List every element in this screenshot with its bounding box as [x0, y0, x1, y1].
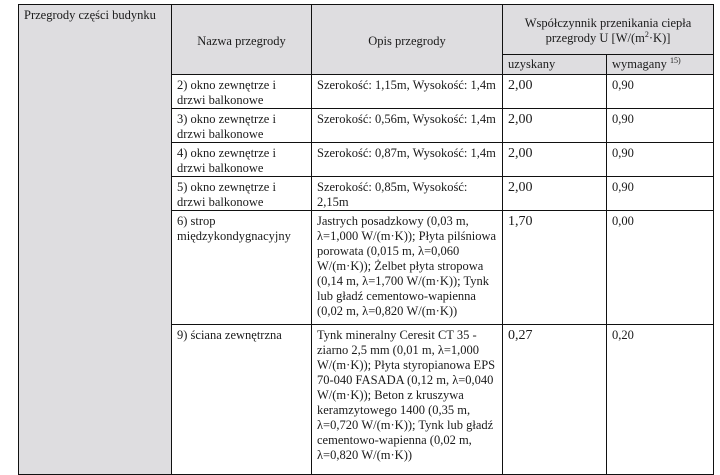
row-description: Szerokość: 0,85m, Wysokość: 2,15m [312, 177, 503, 211]
row-description: Szerokość: 1,15m, Wysokość: 1,4m [312, 75, 503, 109]
header-coefficient [503, 5, 714, 55]
row-name: 6) strop międzykondygnacyjny [172, 211, 312, 325]
row-name: 3) okno zewnętrze i drzwi balkonowe [172, 109, 312, 143]
row-description: Jastrych posadzkowy (0,03 m, λ=1,000 W/(m·K)); Płyta pilśniowa porowata (0,015 m, λ=0,060 W/(m·K)); Żelbet płyta stropowa (0,14 m, λ=1,700 W/(m·K)); Tynk lub gładź cementowo-wapienna (0,02 m, λ=0,820 W/(m·K)) [312, 211, 503, 325]
header-required: wymagany $^{15)}$ [607, 55, 714, 75]
row-name: 2) okno zewnętrze i drzwi balkonowe [172, 75, 312, 109]
section-label: Przegrody części budynku [24, 8, 156, 22]
row-obtained: 2,00 [503, 109, 607, 143]
row-obtained: 1,70 [503, 211, 607, 325]
partition-table [18, 4, 714, 475]
row-description: Szerokość: 0,56m, Wysokość: 1,4m [312, 109, 503, 143]
row-obtained: 0,27 [503, 325, 607, 475]
row-required: 0,90 [607, 109, 714, 143]
header-name: Nazwa przegrody [172, 5, 312, 75]
row-required: 0,90 [607, 177, 714, 211]
header-coefficient-line2: przegrody U $[W/(m^2\cdot K)]$ [545, 29, 671, 45]
header-description: Opis przegrody [312, 5, 503, 75]
row-required: 0,90 [607, 75, 714, 109]
header-coefficient-line1: Współczynnik przenikania ciepła [524, 16, 692, 30]
row-description: Tynk mineralny Ceresit CT 35 - ziarno 2,5 mm (0,01 m, λ=1,000 W/(m·K)); Płyta styropianowa EPS 70-040 FASADA (0,12 m, λ=0,040 W/(m·K)); Beton z kruszywa keramzytowego 1400 (0,35 m, λ=0,720 W/(m·K)); Tynk lub gładź cementowo-wapienna (0,02 m, λ=0,820 W/(m·K)) [312, 325, 503, 475]
row-name: 5) okno zewnętrze i drzwi balkonowe [172, 177, 312, 211]
row-obtained: 2,00 [503, 143, 607, 177]
header-obtained: uzyskany [503, 55, 607, 75]
row-description: Szerokość: 0,87m, Wysokość: 1,4m [312, 143, 503, 177]
row-required: 0,90 [607, 143, 714, 177]
row-obtained: 2,00 [503, 177, 607, 211]
section-label-cell [19, 5, 172, 475]
row-obtained: 2,00 [503, 75, 607, 109]
row-name: 4) okno zewnętrze i drzwi balkonowe [172, 143, 312, 177]
row-name: 9) ściana zewnętrzna [172, 325, 312, 475]
row-required: 0,20 [607, 325, 714, 475]
row-required: 0,00 [607, 211, 714, 325]
